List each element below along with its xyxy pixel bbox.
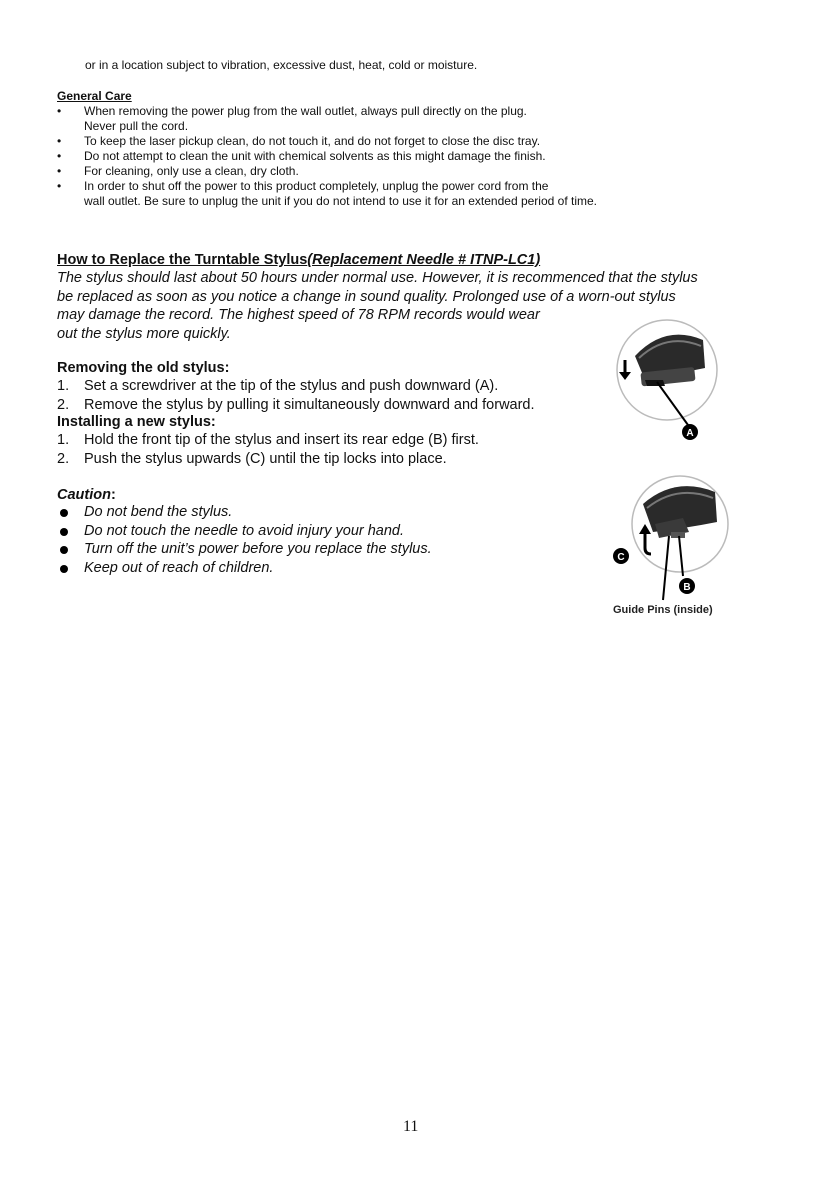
list-item: Do not bend the stylus. — [57, 503, 577, 522]
list-item: Keep out of reach of children. — [57, 559, 577, 578]
bullet-icon: • — [57, 164, 62, 178]
bullet-icon — [60, 565, 68, 573]
list-item: 1. Hold the front tip of the stylus and insert its rear edge (B) first. — [57, 432, 479, 448]
removing-heading: Removing the old stylus: — [57, 360, 230, 376]
page-number: 11 — [403, 1118, 419, 1135]
list-item: Do not touch the needle to avoid injury your hand. — [57, 522, 577, 541]
list-item: 2. Remove the stylus by pulling it simultaneously downward and forward. — [57, 396, 535, 413]
bullet-icon: • — [57, 134, 62, 148]
bullet-icon — [60, 546, 68, 554]
stylus-remove-illustration — [605, 318, 720, 448]
svg-text:A: A — [686, 428, 694, 439]
removing-steps — [57, 377, 607, 414]
caution-list — [57, 503, 577, 577]
general-care-list — [57, 104, 737, 209]
list-item: • For cleaning, only use a clean, dry cloth. — [57, 164, 299, 178]
install-stylus-figure — [605, 474, 730, 624]
list-item: • When removing the power plug from the wall outlet, always pull directly on the plug. Never pull the cord. — [57, 104, 527, 133]
general-care-heading: General Care — [57, 89, 132, 103]
bullet-icon: • — [57, 179, 62, 193]
top-line: or in a location subject to vibration, excessive dust, heat, cold or moisture. — [85, 58, 478, 72]
stylus-intro: The stylus should last about 50 hours under normal use. However, it is recommenced that the stylus be replaced as soon as you notice a change in sound quality. Prolonged use of a worn-out stylus may damage the record. The highest speed of 78 RPM records would wear out the stylus more quickly. — [57, 270, 698, 342]
bullet-icon — [60, 509, 68, 517]
stylus-install-illustration — [605, 474, 730, 604]
bullet-icon — [60, 528, 68, 536]
list-item: • In order to shut off the power to this product completely, unplug the power cord from the wall outlet. Be sure to unplug the unit if you do not intend to use it for an extended period of time. — [57, 179, 597, 208]
list-item: • Do not attempt to clean the unit with chemical solvents as this might damage the finish. — [57, 149, 546, 163]
installing-steps — [57, 431, 607, 468]
svg-text:B: B — [683, 582, 691, 593]
stylus-heading: How to Replace the Turntable Stylus(Replacement Needle # ITNP-LC1) — [57, 252, 541, 268]
list-item: 2. Push the stylus upwards (C) until the tip locks into place. — [57, 450, 447, 467]
remove-stylus-figure — [605, 318, 720, 448]
bullet-icon: • — [57, 149, 62, 163]
installing-heading: Installing a new stylus: — [57, 414, 216, 430]
list-item: • To keep the laser pickup clean, do not touch it, and do not forget to close the disc tray. — [57, 134, 541, 148]
list-item: 1. Set a screwdriver at the tip of the stylus and push downward (A). — [57, 378, 499, 394]
list-item: Turn off the unit’s power before you replace the stylus. — [57, 540, 577, 559]
svg-text:C: C — [617, 552, 625, 563]
bullet-icon: • — [57, 104, 62, 118]
caution-heading: Caution: — [57, 487, 116, 503]
figure-caption: Guide Pins (inside) — [613, 604, 713, 616]
